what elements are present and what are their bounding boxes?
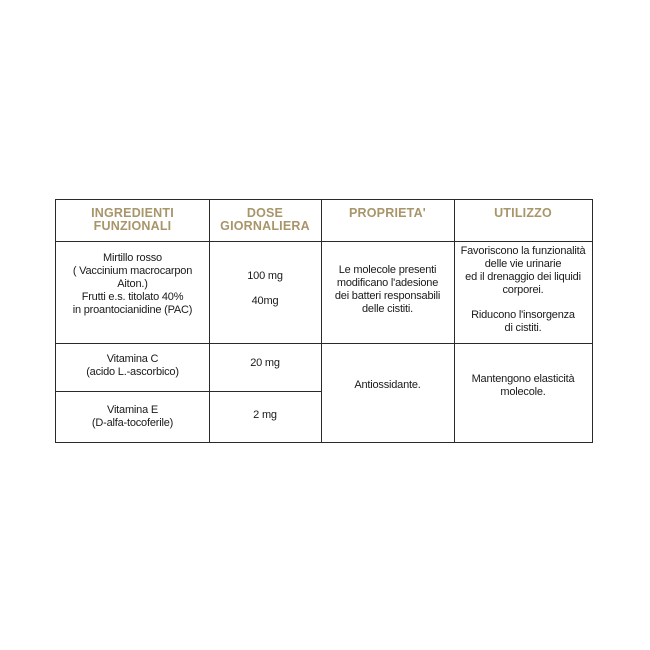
ingredients-table [55, 199, 593, 443]
header-utilizzo-line: UTILIZZO [494, 206, 552, 220]
header-ingredienti [56, 200, 209, 241]
text-line: 2 mg [253, 409, 277, 421]
cell-ingrediente-vitamina-c [56, 353, 209, 379]
header-dose-line: GIORNALIERA [220, 219, 310, 233]
row-divider [56, 343, 592, 344]
text-line: Favoriscono la funzionalità [460, 245, 586, 257]
cell-proprieta-vitamine [321, 379, 454, 392]
text-line: (acido L.-ascorbico) [86, 366, 179, 378]
text-line: Le molecole presenti [338, 264, 437, 276]
header-dose-line: DOSE [246, 206, 284, 220]
cell-dose-vitamina-c [209, 357, 321, 370]
cell-utilizzo-vitamine [454, 373, 592, 399]
text-line: Mantengono elasticità [471, 373, 575, 385]
header-proprieta-line: PROPRIETA' [349, 206, 426, 220]
text-line: in proantocianidine (PAC) [72, 304, 193, 316]
header-dose [209, 200, 321, 241]
cell-dose-mirtillo [209, 270, 321, 308]
header-utilizzo [454, 200, 592, 241]
text-line: Vitamina C [106, 353, 159, 365]
header-proprieta [321, 200, 454, 241]
header-ingredienti-line: FUNZIONALI [93, 219, 172, 233]
text-line: Frutti e.s. titolato 40% [81, 291, 184, 303]
text-line: ( Vaccinium macrocarpon [72, 265, 193, 277]
text-line: Aiton.) [117, 278, 148, 290]
text-line: Mirtillo rosso [103, 252, 162, 264]
text-line: 20 mg [250, 357, 280, 369]
row-divider [56, 391, 321, 392]
text-line: (D-alfa-tocoferile) [91, 417, 174, 429]
text-line: dei batteri responsabili [334, 290, 441, 302]
cell-dose-vitamina-e [209, 409, 321, 422]
text-line: 100 mg [247, 270, 283, 282]
text-line: modificano l'adesione [336, 277, 439, 289]
text-line: 40mg [251, 295, 279, 307]
text-line: corporei. [502, 284, 544, 296]
text-line: delle cistiti. [362, 303, 413, 315]
text-line: ed il drenaggio dei liquidi [465, 271, 581, 283]
text-line: molecole. [500, 386, 546, 398]
header-ingredienti-line: INGREDIENTI [91, 206, 174, 220]
header-divider [56, 241, 592, 242]
text-line: Antiossidante. [354, 379, 421, 391]
text-line: delle vie urinarie [484, 258, 562, 270]
cell-utilizzo-mirtillo [454, 245, 592, 335]
cell-ingrediente-mirtillo [56, 252, 209, 317]
text-line: di cistiti. [504, 322, 542, 334]
text-line: Riducono l'insorgenza [471, 309, 575, 321]
cell-ingrediente-vitamina-e [56, 404, 209, 430]
cell-proprieta-mirtillo [321, 264, 454, 316]
text-line: Vitamina E [107, 404, 158, 416]
